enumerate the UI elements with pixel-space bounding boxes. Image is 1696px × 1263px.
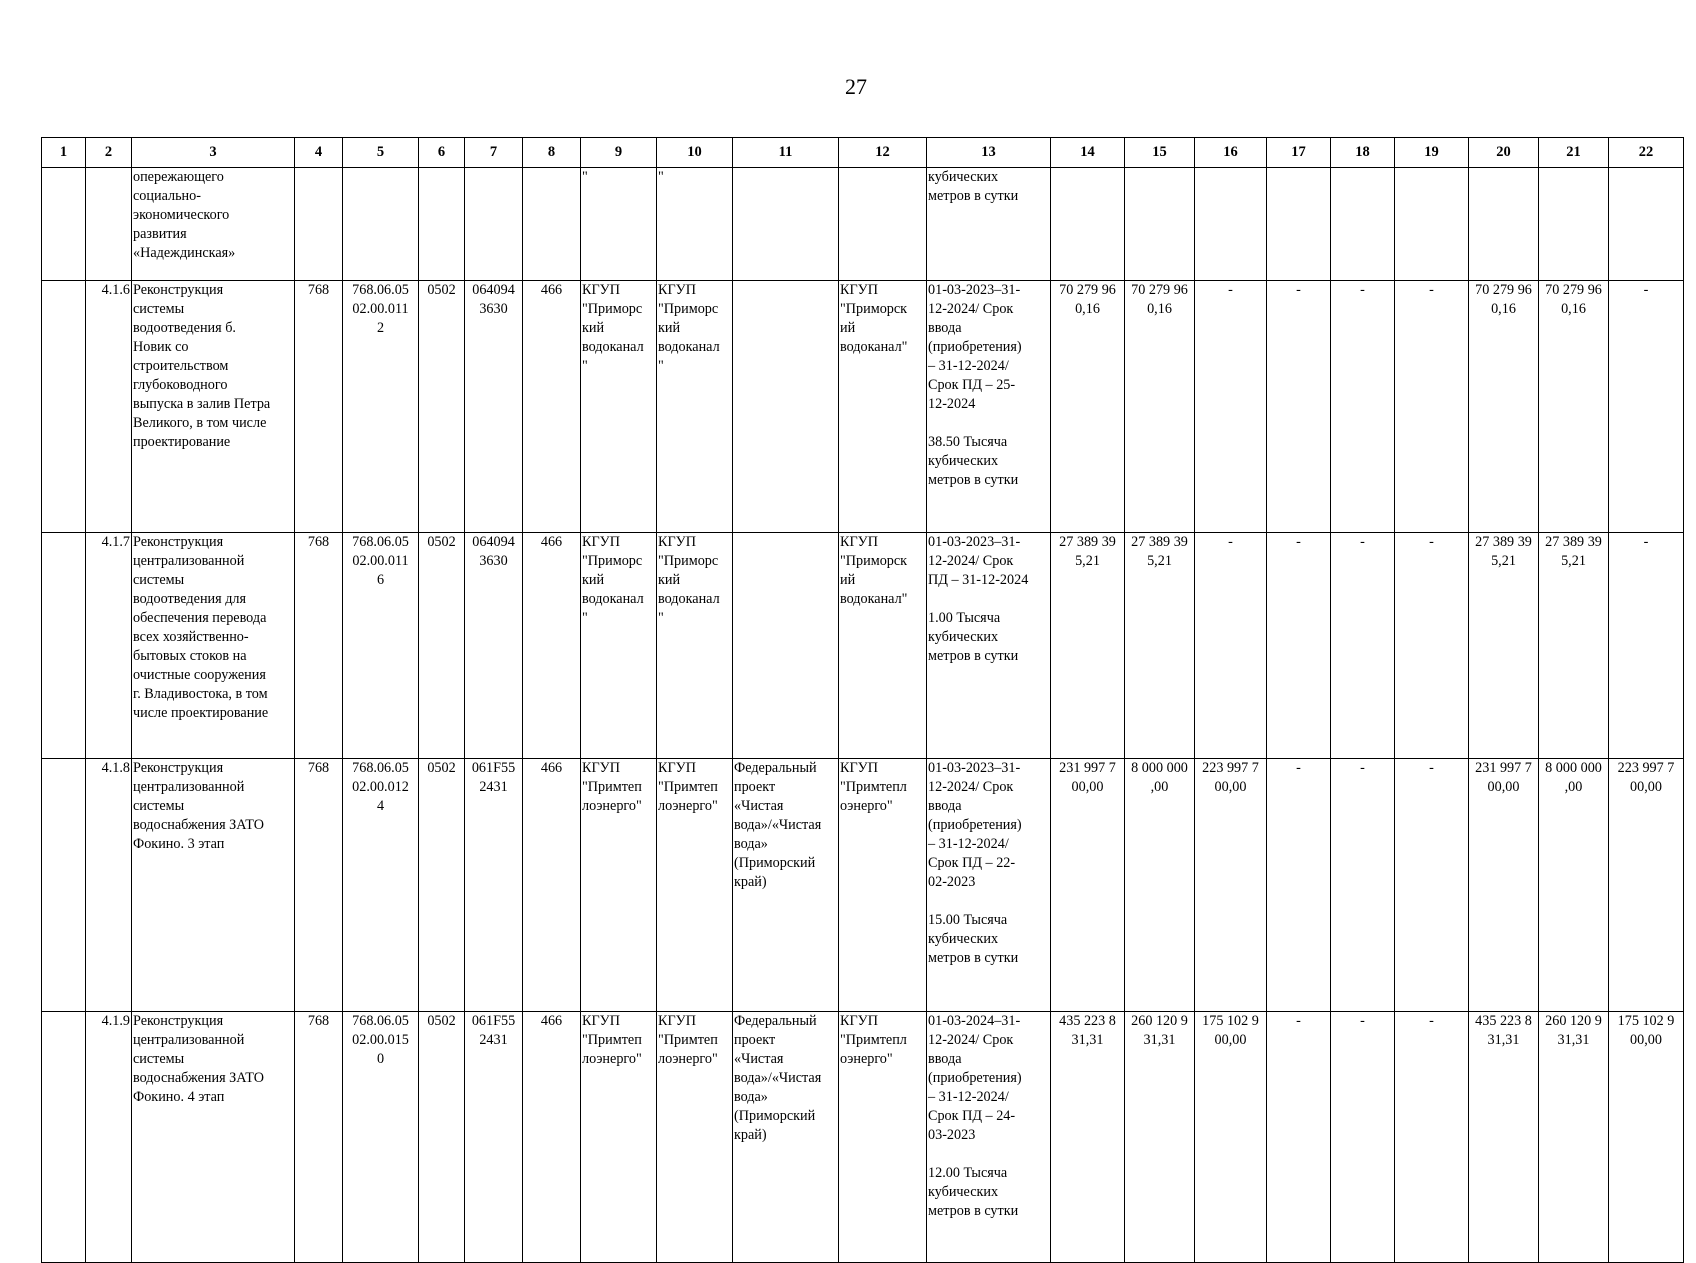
cell-col1 [42, 533, 86, 759]
cell-year-regional: 70 279 96 0,16 [1539, 281, 1609, 533]
cell-expense-type: 466 [523, 533, 581, 759]
column-header-1: 1 [42, 138, 86, 168]
cell-target-article: 061F55 2431 [465, 1012, 523, 1263]
column-header-16: 16 [1195, 138, 1267, 168]
cell-amount-regional: 70 279 96 0,16 [1125, 281, 1195, 533]
cell-project: Федеральный проект «Чистая вода»/«Чистая вода» (Приморский край) [733, 759, 839, 1012]
cell-year-federal: 175 102 9 00,00 [1609, 1012, 1684, 1263]
cell-dates-capacity: 01-03-2023–31- 12-2024/ Срок ПД – 31-12-2024 1.00 Тысяча кубических метров в сутки [927, 533, 1051, 759]
cell-col18: - [1331, 1012, 1395, 1263]
cell-dates-capacity: 01-03-2023–31- 12-2024/ Срок ввода (приобретения) – 31-12-2024/ Срок ПД – 25- 12-2024 38.50 Тысяча кубических метров в сутки [927, 281, 1051, 533]
table-row [42, 1012, 1684, 1263]
cell-customer: КГУП "Приморс кий водоканал " [581, 281, 657, 533]
cell-year-regional [1539, 168, 1609, 281]
cell-year-regional: 27 389 39 5,21 [1539, 533, 1609, 759]
cell-project: Федеральный проект «Чистая вода»/«Чистая вода» (Приморский край) [733, 1012, 839, 1263]
program-table [41, 137, 1684, 1263]
cell-col17: - [1267, 1012, 1331, 1263]
cell-col1 [42, 168, 86, 281]
cell-customer: КГУП "Приморс кий водоканал " [581, 533, 657, 759]
cell-object-code [343, 168, 419, 281]
cell-operator: КГУП "Примтепл оэнерго" [839, 759, 927, 1012]
column-header-13: 13 [927, 138, 1051, 168]
cell-code-gr: 768 [295, 533, 343, 759]
cell-operator: КГУП "Приморск ий водоканал" [839, 281, 927, 533]
cell-item-number: 4.1.8 [86, 759, 132, 1012]
cell-code-gr: 768 [295, 1012, 343, 1263]
column-header-4: 4 [295, 138, 343, 168]
cell-developer: КГУП "Примтеп лоэнерго" [657, 1012, 733, 1263]
cell-expense-type: 466 [523, 759, 581, 1012]
cell-col1 [42, 1012, 86, 1263]
cell-target-article: 064094 3630 [465, 533, 523, 759]
cell-section: 0502 [419, 759, 465, 1012]
cell-year-total: 27 389 39 5,21 [1469, 533, 1539, 759]
cell-code-gr: 768 [295, 281, 343, 533]
column-header-19: 19 [1395, 138, 1469, 168]
cell-dates-capacity: кубических метров в сутки [927, 168, 1051, 281]
column-header-14: 14 [1051, 138, 1125, 168]
cell-year-federal: - [1609, 533, 1684, 759]
cell-col18: - [1331, 533, 1395, 759]
cell-year-total [1469, 168, 1539, 281]
cell-col17 [1267, 168, 1331, 281]
cell-amount-federal: 175 102 9 00,00 [1195, 1012, 1267, 1263]
cell-year-total: 70 279 96 0,16 [1469, 281, 1539, 533]
cell-col19: - [1395, 759, 1469, 1012]
cell-amount-total: 231 997 7 00,00 [1051, 759, 1125, 1012]
cell-amount-regional: 8 000 000 ,00 [1125, 759, 1195, 1012]
cell-col19: - [1395, 1012, 1469, 1263]
cell-operator: КГУП "Приморск ий водоканал" [839, 533, 927, 759]
cell-col19: - [1395, 281, 1469, 533]
cell-amount-federal: 223 997 7 00,00 [1195, 759, 1267, 1012]
cell-section: 0502 [419, 533, 465, 759]
cell-expense-type: 466 [523, 281, 581, 533]
cell-dates-capacity: 01-03-2024–31- 12-2024/ Срок ввода (приобретения) – 31-12-2024/ Срок ПД – 24- 03-2023 12.00 Тысяча кубических метров в сутки [927, 1012, 1051, 1263]
cell-developer: КГУП "Примтеп лоэнерго" [657, 759, 733, 1012]
cell-col17: - [1267, 533, 1331, 759]
cell-dates-capacity: 01-03-2023–31- 12-2024/ Срок ввода (приобретения) – 31-12-2024/ Срок ПД – 22- 02-2023 15.00 Тысяча кубических метров в сутки [927, 759, 1051, 1012]
column-header-18: 18 [1331, 138, 1395, 168]
cell-customer: КГУП "Примтеп лоэнерго" [581, 759, 657, 1012]
cell-developer: КГУП "Приморс кий водоканал " [657, 533, 733, 759]
cell-amount-regional: 260 120 9 31,31 [1125, 1012, 1195, 1263]
column-header-21: 21 [1539, 138, 1609, 168]
column-header-10: 10 [657, 138, 733, 168]
cell-name: Реконструкция централизованной системы водоснабжения ЗАТО Фокино. 4 этап [132, 1012, 295, 1263]
cell-developer: КГУП "Приморс кий водоканал " [657, 281, 733, 533]
cell-project [733, 168, 839, 281]
table-row [42, 168, 1684, 281]
cell-amount-total: 70 279 96 0,16 [1051, 281, 1125, 533]
cell-col17: - [1267, 759, 1331, 1012]
cell-year-federal: 223 997 7 00,00 [1609, 759, 1684, 1012]
column-header-17: 17 [1267, 138, 1331, 168]
column-header-15: 15 [1125, 138, 1195, 168]
cell-amount-federal: - [1195, 281, 1267, 533]
cell-name: Реконструкция централизованной системы водоснабжения ЗАТО Фокино. 3 этап [132, 759, 295, 1012]
cell-col17: - [1267, 281, 1331, 533]
cell-amount-total [1051, 168, 1125, 281]
cell-object-code: 768.06.05 02.00.012 4 [343, 759, 419, 1012]
cell-col19: - [1395, 533, 1469, 759]
cell-col1 [42, 281, 86, 533]
column-header-11: 11 [733, 138, 839, 168]
cell-section [419, 168, 465, 281]
cell-object-code: 768.06.05 02.00.011 2 [343, 281, 419, 533]
cell-project [733, 533, 839, 759]
column-header-12: 12 [839, 138, 927, 168]
cell-item-number: 4.1.9 [86, 1012, 132, 1263]
table-row [42, 759, 1684, 1012]
cell-item-number: 4.1.7 [86, 533, 132, 759]
cell-col18: - [1331, 281, 1395, 533]
cell-name: Реконструкция централизованной системы водоотведения для обеспечения перевода всех хозяйственно- бытовых стоков на очистные сооружения г. Владивостока, в том числе проектирование [132, 533, 295, 759]
cell-year-federal [1609, 168, 1684, 281]
cell-section: 0502 [419, 281, 465, 533]
table-body [42, 168, 1684, 1263]
cell-year-regional: 8 000 000 ,00 [1539, 759, 1609, 1012]
cell-amount-total: 435 223 8 31,31 [1051, 1012, 1125, 1263]
column-header-20: 20 [1469, 138, 1539, 168]
column-header-3: 3 [132, 138, 295, 168]
page-number: 27 [845, 74, 867, 99]
column-header-8: 8 [523, 138, 581, 168]
cell-customer: " [581, 168, 657, 281]
cell-section: 0502 [419, 1012, 465, 1263]
cell-amount-federal [1195, 168, 1267, 281]
column-header-5: 5 [343, 138, 419, 168]
cell-col18: - [1331, 759, 1395, 1012]
cell-object-code: 768.06.05 02.00.015 0 [343, 1012, 419, 1263]
cell-year-total: 231 997 7 00,00 [1469, 759, 1539, 1012]
cell-name: опережающего социально- экономического развития «Надеждинская» [132, 168, 295, 281]
cell-operator: КГУП "Примтепл оэнерго" [839, 1012, 927, 1263]
cell-amount-regional [1125, 168, 1195, 281]
cell-year-regional: 260 120 9 31,31 [1539, 1012, 1609, 1263]
column-header-6: 6 [419, 138, 465, 168]
cell-developer: " [657, 168, 733, 281]
cell-item-number [86, 168, 132, 281]
cell-expense-type [523, 168, 581, 281]
cell-expense-type: 466 [523, 1012, 581, 1263]
cell-item-number: 4.1.6 [86, 281, 132, 533]
cell-year-federal: - [1609, 281, 1684, 533]
cell-customer: КГУП "Примтеп лоэнерго" [581, 1012, 657, 1263]
cell-amount-federal: - [1195, 533, 1267, 759]
column-header-9: 9 [581, 138, 657, 168]
cell-code-gr [295, 168, 343, 281]
cell-col18 [1331, 168, 1395, 281]
cell-code-gr: 768 [295, 759, 343, 1012]
column-header-22: 22 [1609, 138, 1684, 168]
cell-col1 [42, 759, 86, 1012]
cell-target-article [465, 168, 523, 281]
table-row [42, 281, 1684, 533]
cell-project [733, 281, 839, 533]
table-row [42, 533, 1684, 759]
cell-amount-total: 27 389 39 5,21 [1051, 533, 1125, 759]
header-row [42, 138, 1684, 168]
column-header-2: 2 [86, 138, 132, 168]
cell-operator [839, 168, 927, 281]
cell-year-total: 435 223 8 31,31 [1469, 1012, 1539, 1263]
cell-object-code: 768.06.05 02.00.011 6 [343, 533, 419, 759]
cell-col19 [1395, 168, 1469, 281]
cell-amount-regional: 27 389 39 5,21 [1125, 533, 1195, 759]
cell-target-article: 064094 3630 [465, 281, 523, 533]
cell-target-article: 061F55 2431 [465, 759, 523, 1012]
column-header-7: 7 [465, 138, 523, 168]
cell-name: Реконструкция системы водоотведения б. Новик со строительством глубоководного выпуска в залив Петра Великого, в том числе проектирование [132, 281, 295, 533]
